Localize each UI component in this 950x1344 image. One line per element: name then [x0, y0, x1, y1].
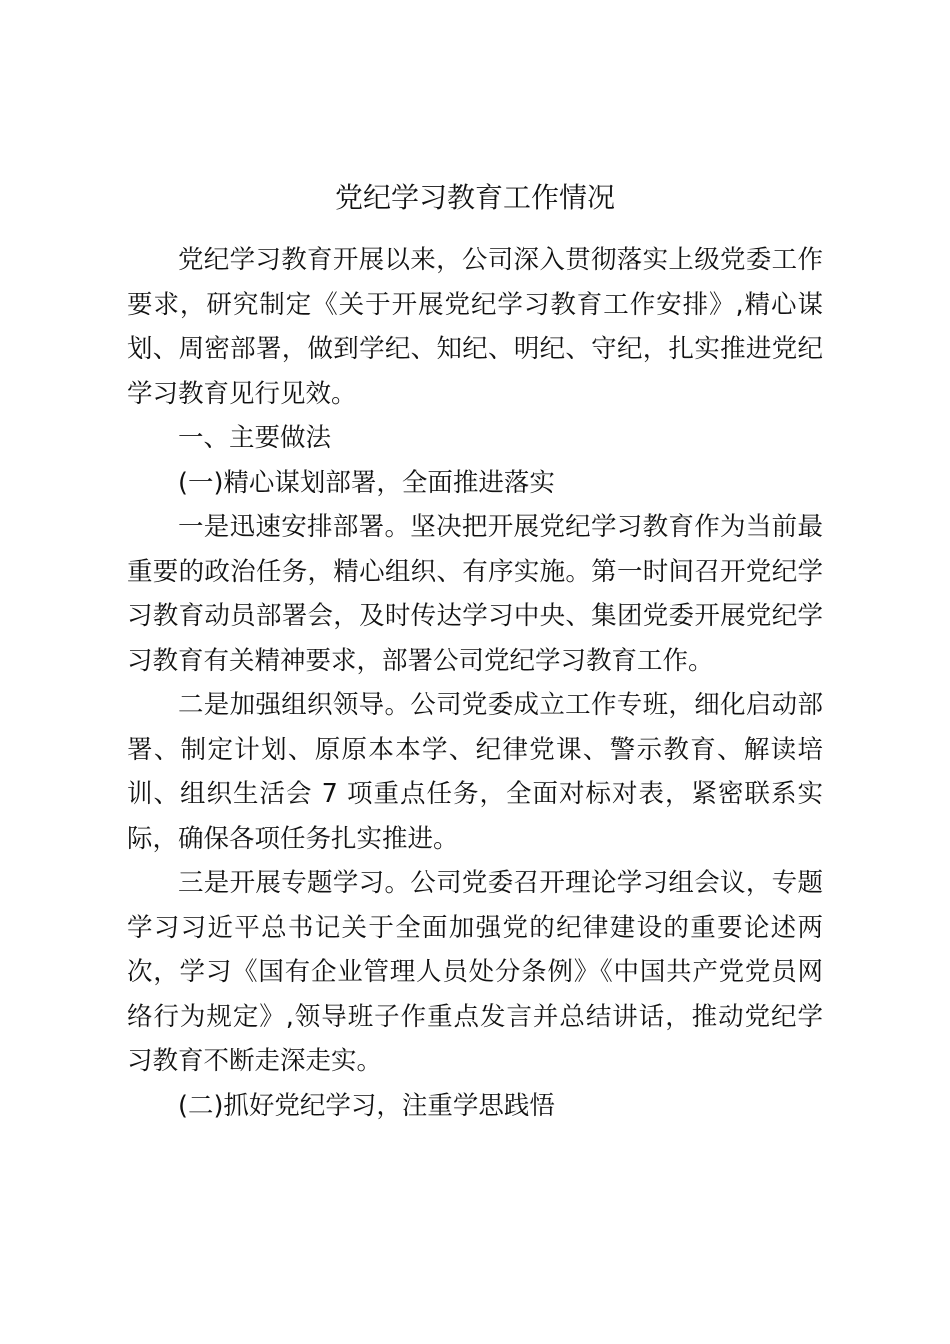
body-paragraph-leadership: 二是加强组织领导。公司党委成立工作专班，细化启动部署、制定计划、原原本本学、纪律党课、警示教育、解读培训、组织生活会 7 项重点任务，全面对标对表，紧密联系实际，确保各项任务扎实推进。 [127, 690, 823, 854]
document-title: 党纪学习教育工作情况 [334, 181, 615, 214]
body-paragraph-deployment: 一是迅速安排部署。坚决把开展党纪学习教育作为当前最重要的政治任务，精心组织、有序实施。第一时间召开党纪学习教育动员部署会，及时传达学习中央、集团党委开展党纪学习教育有关精神要求，部署公司党纪学习教育工作。 [127, 512, 823, 676]
document-body [127, 238, 823, 1128]
subsection-heading-2: (二)抓好党纪学习，注重学思践悟 [178, 1090, 555, 1121]
body-paragraph-study: 三是开展专题学习。公司党委召开理论学习组会议，专题学习习近平总书记关于全面加强党的纪律建设的重要论述两次，学习《国有企业管理人员处分条例》《中国共产党党员网络行为规定》,领导班子作重点发言并总结讲话，推动党纪学习教育不断走深走实。 [127, 868, 823, 1076]
intro-paragraph: 党纪学习教育开展以来，公司深入贯彻落实上级党委工作要求，研究制定《关于开展党纪学习教育工作安排》,精心谋划、周密部署，做到学纪、知纪、明纪、守纪，扎实推进党纪学习教育见行见效。 [127, 245, 823, 409]
subsection-heading-1: (一)精心谋划部署，全面推进落实 [178, 467, 555, 498]
section-heading-main-practices: 一、主要做法 [178, 423, 332, 453]
